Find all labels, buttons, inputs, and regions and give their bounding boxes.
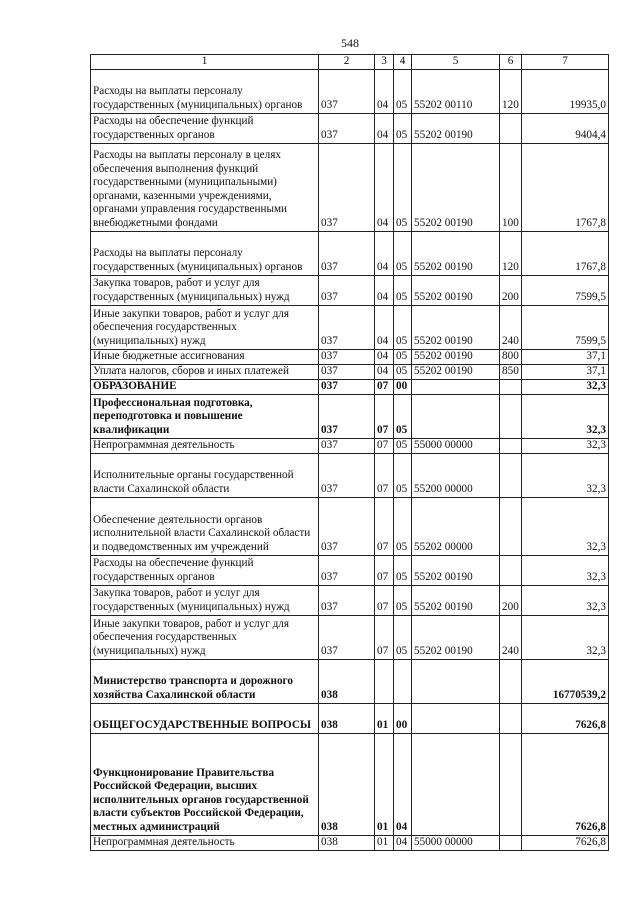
code-cell: [412, 659, 500, 703]
code-cell: [412, 394, 500, 438]
code-cell: 04: [375, 143, 394, 231]
code-cell: 04: [394, 835, 412, 850]
code-cell: 04: [394, 733, 412, 835]
code-cell: 55000 00000: [412, 438, 500, 453]
code-cell: 240: [500, 615, 522, 659]
code-cell: [500, 555, 522, 585]
code-cell: 55202 00110: [412, 69, 500, 113]
code-cell: [394, 659, 412, 703]
amount-cell: 7626,8: [522, 703, 609, 733]
item-name-cell: Закупка товаров, работ и услуг для государственных (муниципальных) нужд: [91, 275, 319, 305]
code-cell: 038: [319, 703, 375, 733]
code-cell: 05: [394, 364, 412, 379]
code-cell: 120: [500, 69, 522, 113]
amount-cell: 32,3: [522, 585, 609, 615]
code-cell: 037: [319, 453, 375, 497]
item-name-cell: Расходы на выплаты персоналу государственных (муниципальных) органов: [91, 231, 319, 275]
code-cell: 55202 00190: [412, 349, 500, 364]
code-cell: 05: [394, 555, 412, 585]
code-cell: [412, 703, 500, 733]
table-row: [91, 394, 609, 438]
code-cell: 05: [394, 438, 412, 453]
code-cell: 037: [319, 364, 375, 379]
code-cell: 01: [375, 703, 394, 733]
item-name-cell: Профессиональная подготовка, переподготовка и повышение квалификации: [91, 394, 319, 438]
item-name-cell: ОБЩЕГОСУДАРСТВЕННЫЕ ВОПРОСЫ: [91, 703, 319, 733]
table-row: [91, 364, 609, 379]
code-cell: 04: [375, 69, 394, 113]
item-name-cell: Уплата налогов, сборов и иных платежей: [91, 364, 319, 379]
amount-cell: 37,1: [522, 364, 609, 379]
item-name-cell: Расходы на обеспечение функций государственных органов: [91, 113, 319, 143]
code-cell: 05: [394, 305, 412, 349]
code-cell: 07: [375, 453, 394, 497]
code-cell: 07: [375, 394, 394, 438]
amount-cell: 37,1: [522, 349, 609, 364]
code-cell: 05: [394, 143, 412, 231]
code-cell: 05: [394, 231, 412, 275]
code-cell: 037: [319, 497, 375, 555]
code-cell: 55202 00190: [412, 113, 500, 143]
code-cell: 07: [375, 379, 394, 394]
code-cell: 01: [375, 835, 394, 850]
code-cell: 037: [319, 275, 375, 305]
code-cell: 037: [319, 143, 375, 231]
code-cell: [412, 733, 500, 835]
item-name-cell: Расходы на выплаты персоналу государственных (муниципальных) органов: [91, 69, 319, 113]
item-name-cell: Непрограммная деятельность: [91, 438, 319, 453]
code-cell: 037: [319, 438, 375, 453]
code-cell: 05: [394, 453, 412, 497]
code-cell: 037: [319, 113, 375, 143]
table-row: [91, 659, 609, 703]
code-cell: [500, 703, 522, 733]
code-cell: 038: [319, 835, 375, 850]
code-cell: 037: [319, 69, 375, 113]
code-cell: [500, 453, 522, 497]
code-cell: 05: [394, 113, 412, 143]
code-cell: 55202 00190: [412, 555, 500, 585]
amount-cell: 7626,8: [522, 733, 609, 835]
code-cell: 038: [319, 659, 375, 703]
item-name-cell: Непрограммная деятельность: [91, 835, 319, 850]
code-cell: 00: [394, 703, 412, 733]
amount-cell: 7626,8: [522, 835, 609, 850]
item-name-cell: Обеспечение деятельности органов исполнительной власти Сахалинской области и подведомственных им учреждений: [91, 497, 319, 555]
item-name-cell: Функционирование Правительства Российской Федерации, высших исполнительных органов государственной власти субъектов Российской Федерации, местных администраций: [91, 733, 319, 835]
code-cell: [375, 659, 394, 703]
code-cell: 05: [394, 497, 412, 555]
code-cell: 05: [394, 615, 412, 659]
table-row: [91, 835, 609, 850]
table-row: [91, 703, 609, 733]
code-cell: 037: [319, 394, 375, 438]
item-name-cell: Расходы на выплаты персоналу в целях обеспечения выполнения функций государственными (муниципальными) органами, казенными учреждениями, органами управления государственными внебюджетными фондами: [91, 143, 319, 231]
item-name-cell: Расходы на обеспечение функций государственных органов: [91, 555, 319, 585]
code-cell: 04: [375, 231, 394, 275]
amount-cell: 32,3: [522, 438, 609, 453]
code-cell: 00: [394, 379, 412, 394]
item-name-cell: Министерство транспорта и дорожного хозяйства Сахалинской области: [91, 659, 319, 703]
page-number: 548: [341, 36, 359, 50]
code-cell: 05: [394, 69, 412, 113]
code-cell: 07: [375, 438, 394, 453]
table-row: [91, 615, 609, 659]
amount-cell: 1767,8: [522, 143, 609, 231]
table-row: [91, 379, 609, 394]
code-cell: 038: [319, 733, 375, 835]
code-cell: 850: [500, 364, 522, 379]
amount-cell: 16770539,2: [522, 659, 609, 703]
code-cell: 240: [500, 305, 522, 349]
amount-cell: 32,3: [522, 497, 609, 555]
code-cell: 04: [375, 349, 394, 364]
code-cell: 04: [375, 305, 394, 349]
header-cell: 7: [522, 55, 609, 70]
code-cell: 04: [375, 364, 394, 379]
code-cell: 04: [375, 275, 394, 305]
code-cell: 55202 00190: [412, 615, 500, 659]
table-row: [91, 497, 609, 555]
item-name-cell: Закупка товаров, работ и услуг для государственных (муниципальных) нужд: [91, 585, 319, 615]
header-cell: 4: [394, 55, 412, 70]
item-name-cell: Исполнительные органы государственной власти Сахалинской области: [91, 453, 319, 497]
code-cell: [500, 379, 522, 394]
table-row: [91, 453, 609, 497]
amount-cell: 32,3: [522, 394, 609, 438]
code-cell: 55202 00190: [412, 364, 500, 379]
item-name-cell: Иные закупки товаров, работ и услуг для обеспечения государственных (муниципальных) нужд: [91, 615, 319, 659]
amount-cell: 32,3: [522, 555, 609, 585]
amount-cell: 1767,8: [522, 231, 609, 275]
code-cell: [500, 113, 522, 143]
amount-cell: 7599,5: [522, 275, 609, 305]
code-cell: [500, 394, 522, 438]
table-row: [91, 275, 609, 305]
code-cell: [500, 497, 522, 555]
code-cell: [500, 733, 522, 835]
code-cell: 07: [375, 497, 394, 555]
table-row: [91, 555, 609, 585]
table-row: [91, 69, 609, 113]
code-cell: 800: [500, 349, 522, 364]
table-row: [91, 305, 609, 349]
code-cell: 01: [375, 733, 394, 835]
table-row: [91, 438, 609, 453]
amount-cell: 32,3: [522, 379, 609, 394]
code-cell: 05: [394, 275, 412, 305]
code-cell: 037: [319, 585, 375, 615]
code-cell: 07: [375, 555, 394, 585]
code-cell: 55000 00000: [412, 835, 500, 850]
table-row: [91, 143, 609, 231]
table-row: [91, 231, 609, 275]
table-row: [91, 733, 609, 835]
code-cell: 55202 00190: [412, 231, 500, 275]
code-cell: 04: [375, 113, 394, 143]
code-cell: 55202 00190: [412, 275, 500, 305]
code-cell: 037: [319, 379, 375, 394]
code-cell: 05: [394, 585, 412, 615]
amount-cell: 32,3: [522, 453, 609, 497]
code-cell: 100: [500, 143, 522, 231]
code-cell: 55202 00190: [412, 585, 500, 615]
code-cell: 55202 00190: [412, 305, 500, 349]
code-cell: 037: [319, 349, 375, 364]
code-cell: 200: [500, 275, 522, 305]
table-row: [91, 113, 609, 143]
item-name-cell: ОБРАЗОВАНИЕ: [91, 379, 319, 394]
header-cell: 3: [375, 55, 394, 70]
code-cell: 07: [375, 585, 394, 615]
budget-table: [90, 54, 609, 851]
item-name-cell: Иные закупки товаров, работ и услуг для обеспечения государственных (муниципальных) нужд: [91, 305, 319, 349]
code-cell: 200: [500, 585, 522, 615]
code-cell: 55200 00000: [412, 453, 500, 497]
amount-cell: 19935,0: [522, 69, 609, 113]
code-cell: 05: [394, 349, 412, 364]
code-cell: 037: [319, 555, 375, 585]
header-cell: 5: [412, 55, 500, 70]
code-cell: [500, 659, 522, 703]
code-cell: 037: [319, 231, 375, 275]
code-cell: 55202 00000: [412, 497, 500, 555]
code-cell: 037: [319, 615, 375, 659]
table-row: [91, 585, 609, 615]
item-name-cell: Иные бюджетные ассигнования: [91, 349, 319, 364]
code-cell: 55202 00190: [412, 143, 500, 231]
code-cell: 120: [500, 231, 522, 275]
header-row: [91, 55, 609, 70]
code-cell: [500, 438, 522, 453]
code-cell: [412, 379, 500, 394]
amount-cell: 7599,5: [522, 305, 609, 349]
code-cell: 037: [319, 305, 375, 349]
amount-cell: 32,3: [522, 615, 609, 659]
table-row: [91, 349, 609, 364]
code-cell: [500, 835, 522, 850]
amount-cell: 9404,4: [522, 113, 609, 143]
header-cell: 6: [500, 55, 522, 70]
header-cell: 1: [91, 55, 319, 70]
header-cell: 2: [319, 55, 375, 70]
code-cell: 05: [394, 394, 412, 438]
code-cell: 07: [375, 615, 394, 659]
